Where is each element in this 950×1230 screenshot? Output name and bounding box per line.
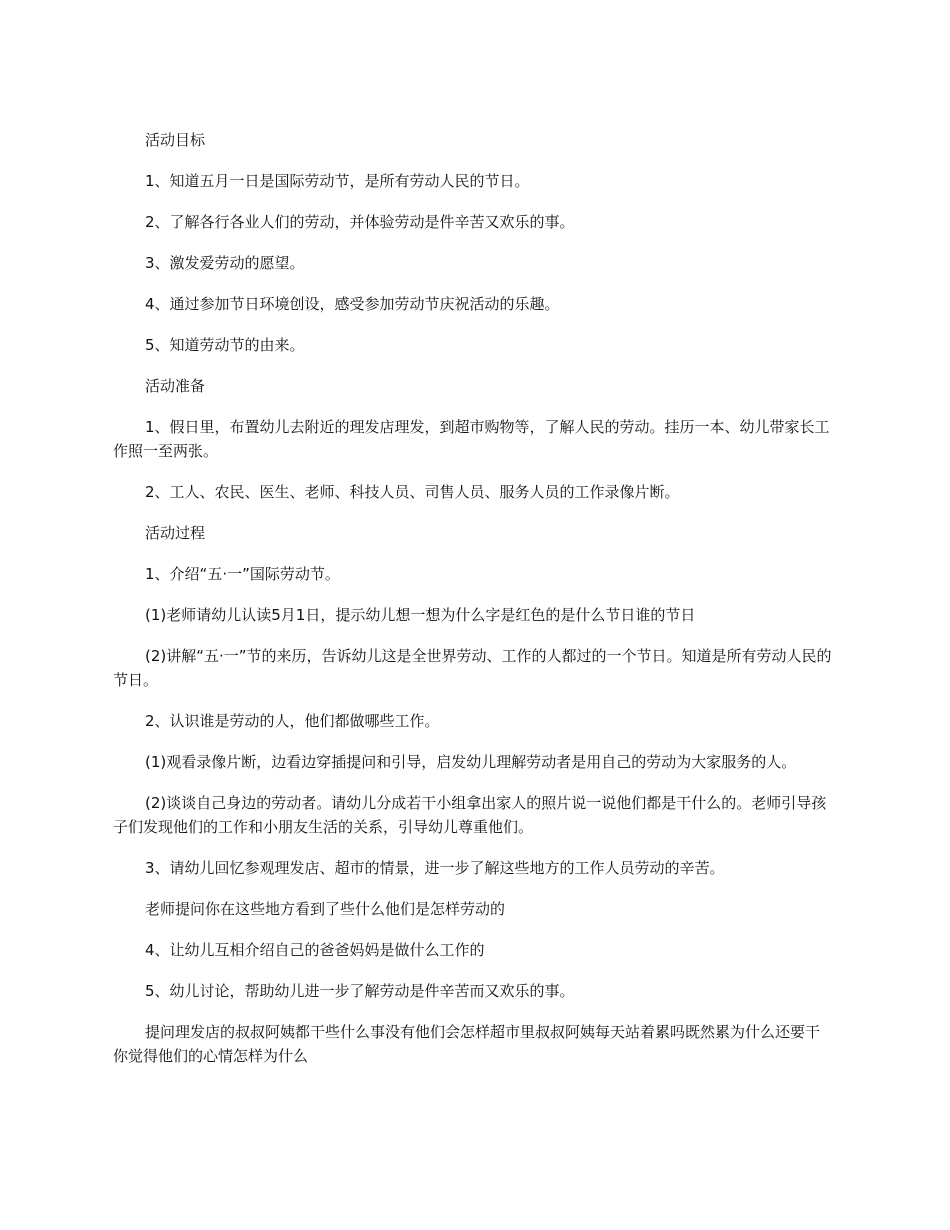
process-item: 1、介绍“五·一”国际劳动节。 <box>145 565 340 583</box>
process-subitem: (2)谈谈自己身边的劳动者。请幼儿分成若干小组拿出家人的照片说一说他们都是干什么的。老师引导孩子们发现他们的工作和小朋友生活的关系，引导幼儿尊重他们。 <box>113 794 827 836</box>
process-item: 5、幼儿讨论，帮助幼儿进一步了解劳动是件辛苦而又欢乐的事。 <box>145 982 575 1000</box>
process-subitem: (1)观看录像片断，边看边穿插提问和引导，启发幼儿理解劳动者是用自己的劳动为大家服务的人。 <box>145 753 797 771</box>
goal-item: 2、了解各行各业人们的劳动，并体验劳动是件辛苦又欢乐的事。 <box>145 213 575 231</box>
process-item: 4、让幼儿互相介绍自己的爸爸妈妈是做什么工作的 <box>145 941 485 959</box>
preparation-item: 1、假日里，布置幼儿去附近的理发店理发，到超市购物等，了解人民的劳动。挂历一本、幼儿带家长工作照一至两张。 <box>113 418 830 460</box>
process-item: 3、请幼儿回忆参观理发店、超市的情景，进一步了解这些地方的工作人员劳动的辛苦。 <box>145 859 725 877</box>
process-subitem: (2)讲解“五·一”节的来历，告诉幼儿这是全世界劳动、工作的人都过的一个节日。知道是所有劳动人民的节日。 <box>113 647 832 689</box>
process-note: 老师提问你在这些地方看到了些什么他们是怎样劳动的 <box>145 900 506 918</box>
section-heading-goals: 活动目标 <box>145 131 206 149</box>
preparation-item: 2、工人、农民、医生、老师、科技人员、司售人员、服务人员的工作录像片断。 <box>145 483 680 501</box>
goal-item: 4、通过参加节日环境创设，感受参加劳动节庆祝活动的乐趣。 <box>145 295 560 313</box>
process-item: 2、认识谁是劳动的人，他们都做哪些工作。 <box>145 712 440 730</box>
goal-item: 3、激发爱劳动的愿望。 <box>145 254 305 272</box>
document-body <box>113 128 833 1085</box>
section-heading-process: 活动过程 <box>145 524 206 542</box>
section-heading-preparation: 活动准备 <box>145 377 206 395</box>
goal-item: 5、知道劳动节的由来。 <box>145 336 305 354</box>
process-subitem: (1)老师请幼儿认读5月1日，提示幼儿想一想为什么字是红色的是什么节日谁的节日 <box>145 606 696 624</box>
process-note: 提问理发店的叔叔阿姨都干些什么事没有他们会怎样超市里叔叔阿姨每天站着累吗既然累为什么还要干你觉得他们的心情怎样为什么 <box>113 1023 821 1065</box>
goal-item: 1、知道五月一日是国际劳动节，是所有劳动人民的节日。 <box>145 172 530 190</box>
